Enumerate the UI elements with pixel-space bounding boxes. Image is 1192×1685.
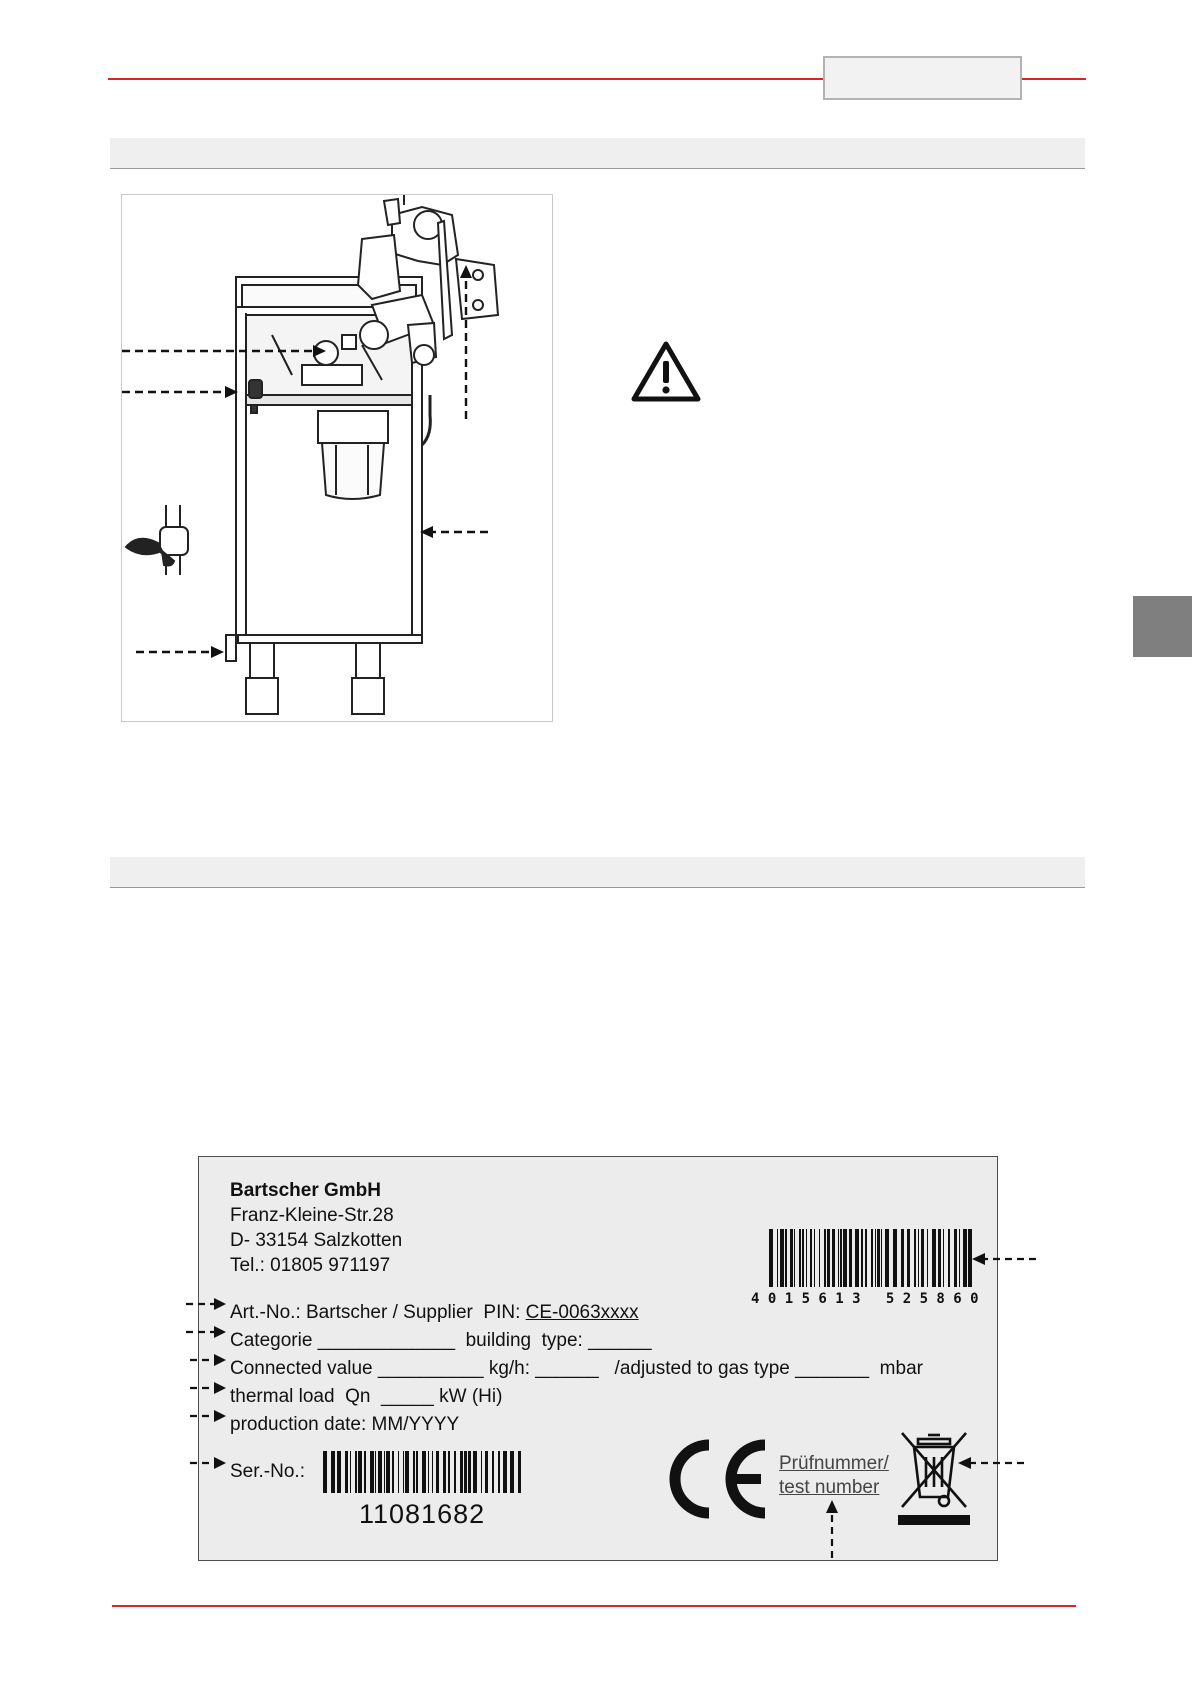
plate-company: Bartscher GmbH (230, 1180, 381, 1201)
plate-phone: Tel.: 01805 971197 (230, 1255, 391, 1276)
ean-barcode-bar (943, 1229, 944, 1287)
rating-plate (198, 1156, 998, 1561)
ean-barcode-bar (790, 1229, 793, 1287)
plate-serial-label: Ser.-No.: (230, 1461, 305, 1482)
ean-barcode-bar (954, 1229, 957, 1287)
plate-connected-value: Connected value __________ kg/h: ______ /adjusted to gas type _______ mbar (230, 1358, 923, 1379)
plate-art-no-prefix: Art.-No.: Bartscher / Supplier PIN: (230, 1302, 526, 1323)
plate-categorie: Categorie _____________ building type: ______ (230, 1330, 652, 1351)
plate-thermal-load: thermal load Qn _____ kW (Hi) (230, 1386, 503, 1407)
serial-barcode-bar (337, 1451, 341, 1493)
ean-barcode-bar (959, 1229, 960, 1287)
ean-barcode-bar (840, 1229, 842, 1287)
serial-barcode (323, 1451, 528, 1495)
serial-barcode-bar (355, 1451, 357, 1493)
appliance-drawing (122, 195, 554, 723)
ean-barcode-bar (921, 1229, 924, 1287)
serial-barcode-bar (510, 1451, 514, 1493)
ean-barcode-bar (843, 1229, 847, 1287)
footer-rule (112, 1605, 1076, 1607)
ean-barcode-bar (777, 1229, 778, 1287)
ean-barcode-bar (918, 1229, 919, 1287)
ean-barcode-bar (968, 1229, 972, 1287)
serial-barcode-bar (378, 1451, 382, 1493)
ean-barcode-bar (794, 1229, 795, 1287)
ean-barcode-bar (785, 1229, 787, 1287)
ean-barcode-bar (914, 1229, 916, 1287)
ean-barcode-bar (871, 1229, 873, 1287)
ean-barcode-bar (855, 1229, 859, 1287)
serial-barcode-bar (375, 1451, 376, 1493)
ean-barcode-bar (875, 1229, 876, 1287)
serial-barcode-bar (481, 1451, 482, 1493)
serial-barcode-bar (518, 1451, 521, 1493)
section-tag-box (823, 56, 1022, 100)
ean-barcode-bar (827, 1229, 830, 1287)
plate-test-number-1: Prüfnummer/ (779, 1453, 889, 1474)
serial-barcode-bar (454, 1451, 456, 1493)
ean-barcode-bar (802, 1229, 804, 1287)
serial-barcode-bar (370, 1451, 374, 1493)
plate-city: D- 33154 Salzkotten (230, 1230, 403, 1251)
plate-test-number-2: test number (779, 1477, 880, 1498)
serial-barcode-bar (422, 1451, 426, 1493)
ean-barcode-bar (865, 1229, 867, 1287)
header-rule-left (108, 78, 823, 80)
appliance-figure (121, 194, 553, 722)
ean-barcode-bar (885, 1229, 889, 1287)
serial-barcode-bar (416, 1451, 418, 1493)
weee-bin-icon (894, 1427, 974, 1527)
ean-barcode-bar (938, 1229, 941, 1287)
serial-barcode-bar (436, 1451, 439, 1493)
ean-barcode-bar (810, 1229, 812, 1287)
ce-mark-icon (669, 1439, 769, 1519)
serial-barcode-bar (403, 1451, 404, 1493)
serial-barcode-bar (386, 1451, 390, 1493)
serial-barcode-bar (443, 1451, 446, 1493)
ean-barcode-bar (806, 1229, 807, 1287)
header-rule-right (1022, 78, 1086, 80)
serial-barcode-bar (358, 1451, 362, 1493)
serial-barcode-bar (498, 1451, 500, 1493)
ean-barcode-bar (819, 1229, 820, 1287)
ean-barcode-bar (927, 1229, 928, 1287)
ean-barcode-bar (907, 1229, 910, 1287)
ean-barcode-bar (877, 1229, 880, 1287)
ean-barcode-bar (832, 1229, 835, 1287)
serial-barcode-bar (398, 1451, 399, 1493)
serial-barcode-bar (473, 1451, 477, 1493)
serial-barcode-bar (503, 1451, 507, 1493)
serial-barcode-bar (468, 1451, 471, 1493)
serial-barcode-bar (485, 1451, 488, 1493)
plate-street: Franz-Kleine-Str.28 (230, 1205, 394, 1226)
warning-triangle-icon (631, 341, 701, 403)
ean-barcode-bar (932, 1229, 936, 1287)
serial-barcode-bar (492, 1451, 494, 1493)
serial-barcode-bar (364, 1451, 366, 1493)
ean-barcode-bar (901, 1229, 904, 1287)
ean-digits: 4 0 1 5 6 1 3 5 2 5 8 6 0 (751, 1291, 979, 1307)
serial-barcode-bar (428, 1451, 429, 1493)
section-heading-bar-2 (110, 857, 1085, 888)
ean-barcode-bar (861, 1229, 863, 1287)
ean-barcode-bar (849, 1229, 852, 1287)
ean-barcode-bar (799, 1229, 801, 1287)
ean-barcode-bar (881, 1229, 882, 1287)
ean-barcode-bar (963, 1229, 967, 1287)
ean-barcode-bar (780, 1229, 784, 1287)
ean-barcode-bar (769, 1229, 773, 1287)
plate-production-date: production date: MM/YYYY (230, 1414, 460, 1435)
ean-barcode-bar (814, 1229, 815, 1287)
plate-art-no (230, 1303, 639, 1322)
serial-barcode-bar (384, 1451, 385, 1493)
chapter-side-tab (1133, 596, 1192, 657)
serial-barcode-bar (405, 1451, 409, 1493)
section-heading-bar (110, 138, 1085, 169)
serial-barcode-bar (464, 1451, 467, 1493)
plate-art-no-pin: CE-0063xxxx (525, 1302, 639, 1323)
serial-barcode-bar (345, 1451, 348, 1493)
ean-barcode-bar (948, 1229, 950, 1287)
ean-barcode (769, 1229, 979, 1289)
serial-barcode-bar (350, 1451, 351, 1493)
ean-barcode-bar (838, 1229, 839, 1287)
serial-barcode-bar (432, 1451, 433, 1493)
plate-serial-number: 11081682 (359, 1499, 486, 1529)
serial-barcode-bar (413, 1451, 415, 1493)
serial-barcode-bar (460, 1451, 463, 1493)
serial-barcode-bar (331, 1451, 335, 1493)
serial-barcode-bar (392, 1451, 394, 1493)
serial-barcode-bar (323, 1451, 327, 1493)
serial-barcode-bar (448, 1451, 450, 1493)
ean-barcode-bar (893, 1229, 897, 1287)
ean-barcode-bar (824, 1229, 826, 1287)
